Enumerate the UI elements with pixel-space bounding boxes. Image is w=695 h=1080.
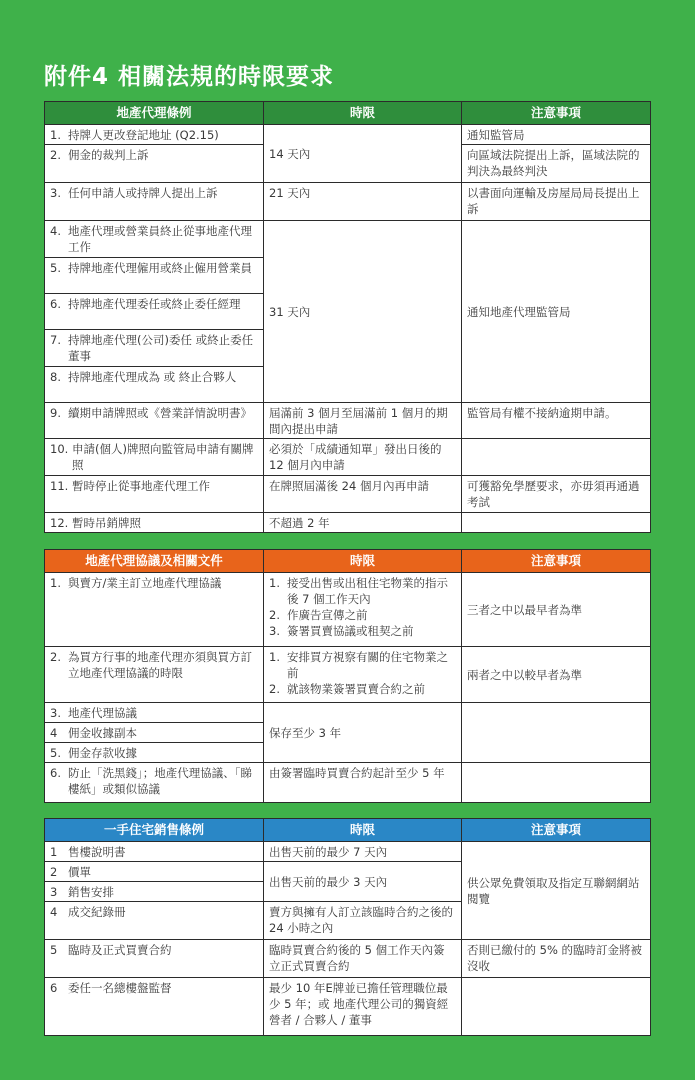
- item-text: 持牌地產代理(公司)委任 或終止委任董事: [68, 333, 254, 363]
- subitem-number: 3.: [269, 624, 280, 638]
- column-header: 一手住宅銷售條例: [45, 819, 264, 842]
- item-text: 地產代理或營業員終止從事地產代理工作: [68, 224, 252, 254]
- item-cell: [45, 573, 264, 647]
- item-number: 2.: [50, 650, 61, 664]
- table-row: [45, 703, 651, 723]
- item-text: 地產代理協議: [68, 706, 137, 720]
- item-cell: [45, 763, 264, 803]
- item-number: 1.: [50, 128, 61, 142]
- item-cell: [45, 978, 264, 1036]
- column-header: 注意事項: [462, 102, 651, 125]
- limit-cell: 必須於「成績通知單」發出日後的 12 個月內申請: [264, 439, 462, 476]
- column-header: 時限: [264, 102, 462, 125]
- item-text: 申請(個人)牌照向監管局申請有關牌照: [72, 442, 254, 472]
- item-cell: [45, 940, 264, 978]
- limit-cell: 出售天前的最少 3 天內: [264, 862, 462, 902]
- note-cell: [462, 703, 651, 763]
- note-cell: [462, 513, 651, 533]
- note-cell: [462, 763, 651, 803]
- limit-cell: [264, 647, 462, 703]
- item-text: 佣金的裁判上訴: [68, 148, 149, 162]
- page-title: 附件4 相關法規的時限要求: [44, 64, 335, 90]
- subitem-text: 就該物業簽署買賣合約之前: [287, 682, 425, 696]
- item-cell: [45, 723, 264, 743]
- item-cell: [45, 862, 264, 882]
- item-text: 佣金存款收據: [68, 746, 137, 760]
- item-cell: [45, 145, 264, 183]
- item-cell: [45, 902, 264, 940]
- table-row: [45, 403, 651, 439]
- limit-cell: 屆滿前 3 個月至屆滿前 1 個月的期間內提出申請: [264, 403, 462, 439]
- item-text: 為買方行事的地產代理亦須與買方訂立地產代理協議的時限: [68, 650, 252, 680]
- item-number: 9.: [50, 406, 61, 420]
- item-number: 10.: [50, 442, 69, 456]
- limit-cell: 21 天內: [264, 183, 462, 221]
- item-text: 防止「洗黑錢」；地產代理協議、「睇樓紙」或類似協議: [68, 766, 252, 796]
- item-cell: [45, 513, 264, 533]
- subitem-text: 安排買方視察有關的住宅物業之前: [287, 650, 448, 680]
- item-number: 8.: [50, 370, 61, 384]
- table-header-row: [45, 102, 651, 125]
- table-header-row: [45, 819, 651, 842]
- limit-cell: 14 天內: [264, 125, 462, 183]
- item-cell: [45, 403, 264, 439]
- table-row: [45, 978, 651, 1036]
- item-cell: [45, 439, 264, 476]
- limit-subitem: [269, 607, 456, 623]
- item-cell: [45, 743, 264, 763]
- note-cell: 三者之中以最早者為準: [462, 573, 651, 647]
- limit-cell: 31 天內: [264, 221, 462, 403]
- subitem-text: 作廣告宣傳之前: [287, 608, 368, 622]
- item-cell: [45, 258, 264, 294]
- item-number: 4: [50, 726, 58, 740]
- item-text: 成交紀錄冊: [68, 905, 126, 919]
- subitem-number: 1.: [269, 576, 280, 590]
- item-cell: [45, 330, 264, 367]
- table-row: [45, 763, 651, 803]
- note-cell: 可獲豁免學歷要求，亦毋須再通過考試: [462, 476, 651, 513]
- limit-cell: 最少 10 年E牌並已擔任管理職位最少 5 年；或 地產代理公司的獨資經營者 / 合夥人 / 董事: [264, 978, 462, 1036]
- item-number: 7.: [50, 333, 61, 347]
- item-cell: [45, 882, 264, 902]
- limit-cell: 在牌照屆滿後 24 個月內再申請: [264, 476, 462, 513]
- item-number: 4: [50, 905, 58, 919]
- item-text: 持牌地產代理僱用或終止僱用營業員: [68, 261, 252, 275]
- item-text: 委任一名總樓盤監督: [68, 981, 172, 995]
- limit-cell: 保存至少 3 年: [264, 703, 462, 763]
- note-cell: 通知地產代理監管局: [462, 221, 651, 403]
- item-cell: [45, 647, 264, 703]
- note-cell: 監管局有權不接納逾期申請。: [462, 403, 651, 439]
- subitem-text: 簽署買賣協議或租契之前: [287, 624, 414, 638]
- subitem-text: 接受出售或出租住宅物業的指示後 7 個工作天內: [287, 576, 448, 606]
- note-cell: 以書面向運輸及房屋局局長提出上訴: [462, 183, 651, 221]
- item-cell: [45, 703, 264, 723]
- item-text: 臨時及正式買賣合約: [68, 943, 172, 957]
- limit-cell: 不超過 2 年: [264, 513, 462, 533]
- table-row: [45, 647, 651, 703]
- limit-cell: [264, 573, 462, 647]
- table-header-row: [45, 550, 651, 573]
- table-row: [45, 513, 651, 533]
- note-cell: 向區域法院提出上訴，區域法院的判決為最終判決: [462, 145, 651, 183]
- item-text: 任何申請人或持牌人提出上訴: [68, 186, 218, 200]
- item-text: 價單: [68, 865, 91, 879]
- agency-agreement-table: [44, 549, 651, 803]
- item-number: 6.: [50, 297, 61, 311]
- item-cell: [45, 842, 264, 862]
- column-header: 地產代理條例: [45, 102, 264, 125]
- note-cell: [462, 439, 651, 476]
- item-number: 3.: [50, 186, 61, 200]
- estate-agents-ordinance-table: [44, 101, 651, 533]
- note-cell: 否則已繳付的 5% 的臨時訂金將被沒收: [462, 940, 651, 978]
- limit-cell: 出售天前的最少 7 天內: [264, 842, 462, 862]
- table-row: [45, 125, 651, 145]
- item-number: 6.: [50, 766, 61, 780]
- item-cell: [45, 221, 264, 258]
- item-text: 佣金收據副本: [68, 726, 137, 740]
- subitem-number: 2.: [269, 608, 280, 622]
- note-cell: 供公眾免費領取及指定互聯網網站閱覽: [462, 842, 651, 940]
- item-text: 暫時停止從事地產代理工作: [72, 479, 210, 493]
- table-row: [45, 221, 651, 258]
- table-row: [45, 439, 651, 476]
- table-row: [45, 842, 651, 862]
- column-header: 時限: [264, 550, 462, 573]
- item-cell: [45, 125, 264, 145]
- column-header: 時限: [264, 819, 462, 842]
- limit-cell: 賣方與擁有人訂立該臨時合約之後的 24 小時之內: [264, 902, 462, 940]
- table-row: [45, 183, 651, 221]
- item-number: 2.: [50, 148, 61, 162]
- limit-subitem: [269, 623, 456, 639]
- item-number: 6: [50, 981, 58, 995]
- item-number: 2: [50, 865, 58, 879]
- item-cell: [45, 367, 264, 403]
- table-row: [45, 940, 651, 978]
- limit-cell: 臨時買賣合約後的 5 個工作天內簽立正式買賣合約: [264, 940, 462, 978]
- item-text: 售樓說明書: [68, 845, 126, 859]
- item-number: 4.: [50, 224, 61, 238]
- limit-cell: 由簽署臨時買賣合約起計至少 5 年: [264, 763, 462, 803]
- item-cell: [45, 476, 264, 513]
- limit-subitem: [269, 575, 456, 607]
- item-cell: [45, 183, 264, 221]
- column-header: 注意事項: [462, 819, 651, 842]
- item-text: 與賣方/業主訂立地產代理協議: [68, 576, 222, 590]
- item-text: 暫時吊銷牌照: [72, 516, 141, 530]
- subitem-number: 2.: [269, 682, 280, 696]
- table-row: [45, 573, 651, 647]
- item-text: 續期申請牌照或《營業詳情說明書》: [68, 406, 252, 420]
- subitem-number: 1.: [269, 650, 280, 664]
- table-row: [45, 476, 651, 513]
- note-cell: 兩者之中以較早者為準: [462, 647, 651, 703]
- item-number: 1.: [50, 576, 61, 590]
- note-cell: 通知監管局: [462, 125, 651, 145]
- item-number: 3: [50, 885, 58, 899]
- column-header: 注意事項: [462, 550, 651, 573]
- item-number: 5: [50, 943, 58, 957]
- first-hand-sales-table: [44, 818, 651, 1036]
- item-number: 5.: [50, 746, 61, 760]
- item-cell: [45, 294, 264, 330]
- column-header: 地產代理協議及相關文件: [45, 550, 264, 573]
- item-text: 持牌人更改登記地址 (Q2.15): [68, 128, 219, 142]
- item-text: 銷售安排: [68, 885, 114, 899]
- item-text: 持牌地產代理成為 或 終止合夥人: [68, 370, 237, 384]
- item-number: 12.: [50, 516, 69, 530]
- limit-subitem: [269, 681, 456, 697]
- limit-subitem: [269, 649, 456, 681]
- item-text: 持牌地產代理委任或終止委任經理: [68, 297, 241, 311]
- note-cell: [462, 978, 651, 1036]
- item-number: 1: [50, 845, 58, 859]
- item-number: 11.: [50, 479, 69, 493]
- item-number: 3.: [50, 706, 61, 720]
- item-number: 5.: [50, 261, 61, 275]
